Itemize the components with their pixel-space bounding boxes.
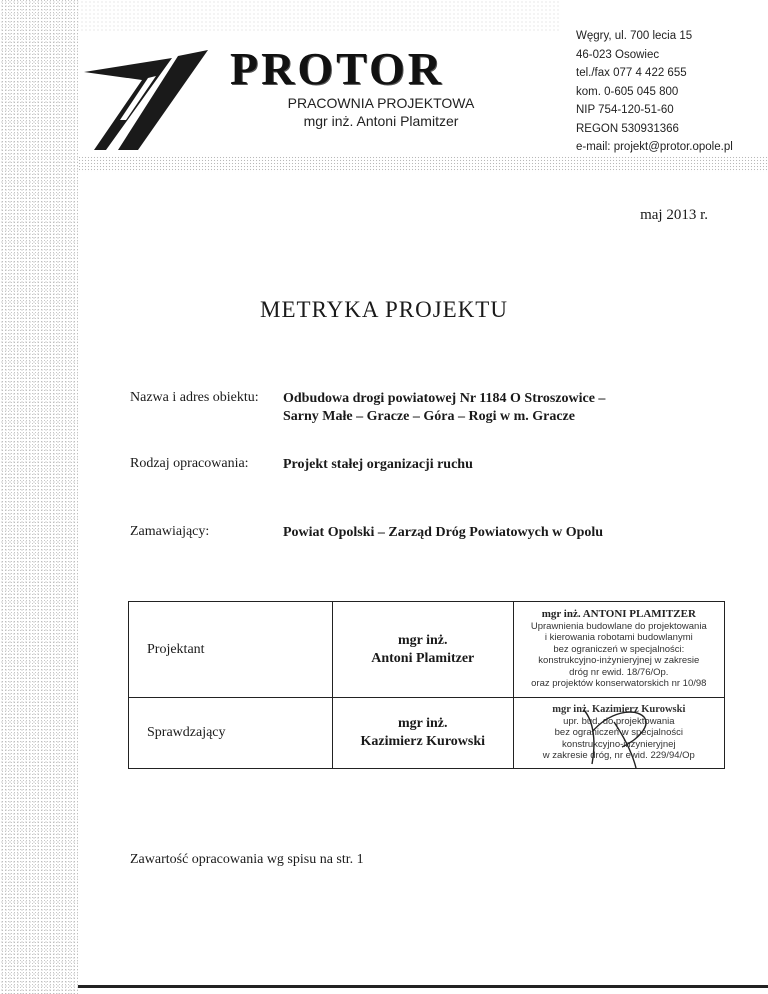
checker-name-line-1: mgr inż. (398, 716, 448, 732)
designer-stamp-cell (513, 602, 724, 698)
studio-line-2: mgr inż. Antoni Plamitzer (303, 113, 459, 129)
scan-noise-top (0, 0, 560, 32)
designer-role: Projektant (129, 602, 333, 698)
table-row (129, 698, 725, 769)
designer-stamp (514, 607, 724, 692)
stamp-line: konstrukcyjno-inżynieryjnej (562, 738, 676, 750)
stamp-line: bez ograniczeń w specjalności: (553, 643, 685, 655)
checker-stamp-cell (513, 698, 724, 769)
header-separator (78, 156, 768, 172)
stamp-line: upr. bud. do projektowania (563, 715, 675, 727)
contents-note: Zawartość opracowania wg spisu na str. 1 (130, 852, 364, 867)
contact-address: Węgry, ul. 700 lecia 15 (576, 30, 693, 42)
stamp-line: Uprawnienia budowlane do projektowania (530, 620, 707, 632)
studio-info (276, 94, 486, 130)
contact-nip: NIP 754-120-51-60 (576, 104, 674, 116)
contact-postcode: 46-023 Osowiec (576, 48, 660, 61)
stamp-line: i kierowania robotami budowlanymi (544, 632, 693, 644)
stamp-line: oraz projektów konserwatorskich nr 10/98 (531, 678, 707, 690)
contact-phone: tel./fax 077 4 422 655 (576, 67, 687, 79)
scan-noise-left (0, 0, 78, 994)
stamp-line: mgr inż. Kazimierz Kurowski (552, 704, 686, 716)
client-label: Zamawiający: (130, 524, 210, 539)
brand-name: PROTOR (230, 43, 444, 94)
document-date: maj 2013 r. (640, 207, 708, 223)
stamp-line: dróg nr ewid. 18/76/Op. (569, 666, 669, 678)
contact-regon: REGON 530931366 (576, 122, 679, 135)
bottom-rule (78, 985, 768, 988)
type-label: Rodzaj opracowania: (130, 456, 249, 471)
studio-line-1: PRACOWNIA PROJEKTOWA (287, 95, 475, 111)
page-title: METRYKA PROJEKTU (260, 297, 508, 322)
checker-stamp (514, 702, 724, 764)
signature-table (128, 601, 725, 769)
checker-role: Sprawdzający (129, 698, 333, 769)
object-value (283, 390, 605, 426)
stamp-line: konstrukcyjno-inżynieryjnej w zakresie (538, 655, 700, 667)
table-row (129, 602, 725, 698)
checker-name (332, 698, 513, 769)
stamp-line: bez ograniczeń w specjalności (554, 727, 683, 739)
contact-email: e-mail: projekt@protor.opole.pl (576, 141, 733, 153)
designer-name-line-1: mgr inż. (398, 632, 448, 648)
contact-mobile: kom. 0-605 045 800 (576, 85, 679, 98)
checker-name-line-2: Kazimierz Kurowski (360, 734, 486, 750)
object-value-line-2: Sarny Małe – Gracze – Góra – Rogi w m. Gracze (283, 409, 575, 424)
designer-name (332, 602, 513, 698)
designer-name-line-2: Antoni Plamitzer (371, 650, 475, 666)
road-logo-icon (84, 50, 214, 150)
client-value: Powiat Opolski – Zarząd Dróg Powiatowych w Opolu (283, 525, 604, 540)
type-value: Projekt stałej organizacji ruchu (283, 457, 473, 472)
object-label: Nazwa i adres obiektu: (130, 390, 259, 405)
stamp-line: w zakresie dróg, nr ewid. 229/94/Op (542, 750, 695, 762)
object-value-line-1: Odbudowa drogi powiatowej Nr 1184 O Stroszowice – (283, 391, 606, 406)
contact-block (576, 27, 766, 157)
stamp-line: mgr inż. ANTONI PLAMITZER (541, 608, 696, 621)
